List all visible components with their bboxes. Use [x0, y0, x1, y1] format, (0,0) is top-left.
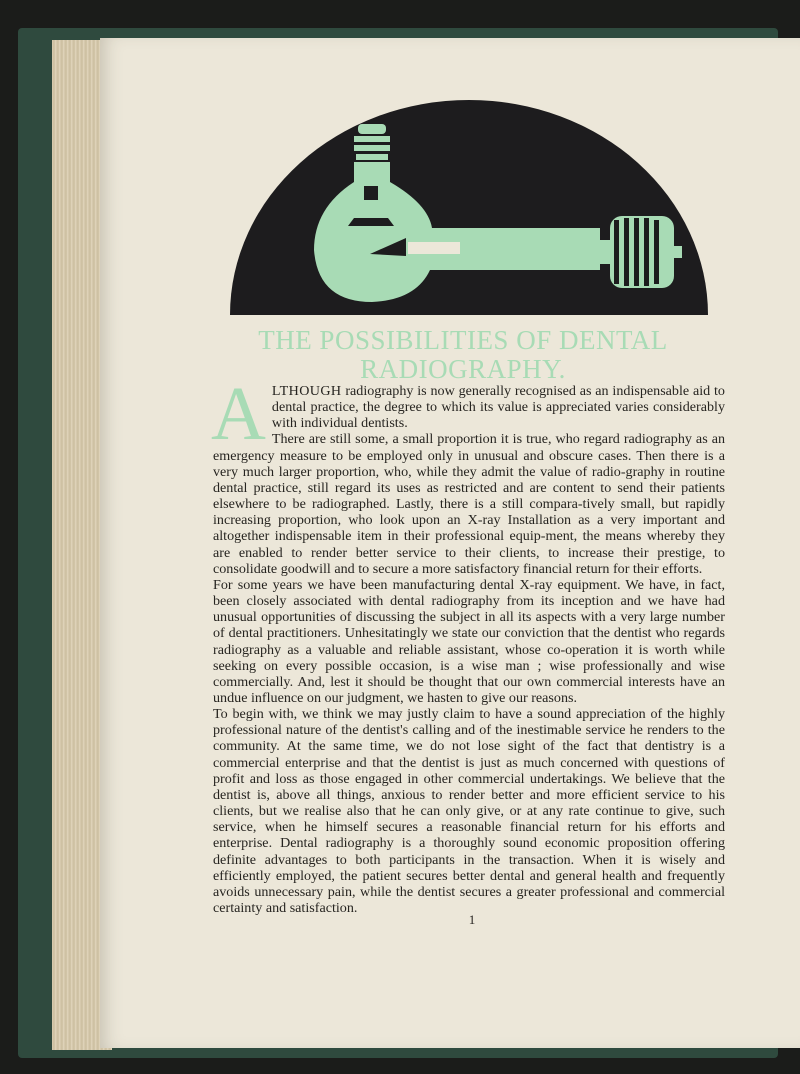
page-number: 1	[468, 912, 476, 927]
paragraph-1-text: radiography is now generally recognised as an indispensable aid to dental practice, the degree to which its value is appreciated varies considerably with individual dentists.	[271, 383, 725, 432]
article-body	[211, 372, 725, 916]
article-title: THE POSSIBILITIES OF DENTAL RADIOGRAPHY.	[258, 325, 668, 384]
paragraph-4: To begin with, we think we may justly claim to have a sound appreciation of the highly professional nature of the dentist's calling and of the inestimable service he renders to the community. At the same time, we do not lose sight of the fact that dentistry is a commercial enterprise and that the dentist is just as much concerned with questions of profit and loss as those engaged in other commercial undertakings. We believe that the dentist is, above all things, anxious to render better and more efficient service to his clients, but we realise also that he can only give, or at any rate continue to give, such service, when he himself secures a reasonable financial return for his efforts and enterprise. Dental radiography is a thoroughly sound economic proposition offering definite advantages to both participants in the transaction. When it is wisely and efficiently employed, the patient secures better dental and general health and frequently avoids unnecessary pain, while the dentist secures a greater professional and commercial certainty and satisfaction.	[213, 706, 725, 916]
lead-word: LTHOUGH	[271, 383, 342, 399]
paragraph-2: There are still some, a small proportion it is true, who regard radiography as an emergency measure to be employed only in unusual and obscure cases. Then there is a very much larger proportion, who, while they admit the value of radio-graphy in routine dental practice, still regard its uses as restricted and are content to send their patients elsewhere to be radiographed. Lastly, there is a still compara-tively small, but rapidly increasing proportion, who look upon an X-ray Installation as a very important and altogether indispensable item in their professional equip-ment, the means whereby they are enabled to render better service to their clients, to increase their prestige, to consolidate goodwill and to secure a more satisfactory financial return for their efforts.	[213, 431, 725, 577]
x-ray-tube-illustration	[230, 100, 708, 315]
x-ray-tube-icon	[230, 100, 708, 315]
paragraph-1	[211, 372, 725, 456]
drop-cap: A	[211, 372, 266, 456]
paragraph-3: For some years we have been manufacturing dental X-ray equipment. We have, in fact, been closely associated with dental radiography from its inception and we have had unusual opportunities of discussing the subject in all its aspects with a very large number of dental practitioners. Unhesitatingly we state our conviction that the dentist who regards radiography as a valuable and reliable assistant, whose co-operation it is worth while seeking on every possible occasion, is a wise man ; wise professionally and wise commercially. And, lest it should be thought that our own commercial interests have an undue influence on our judgment, we hasten to give our reasons.	[213, 576, 725, 706]
